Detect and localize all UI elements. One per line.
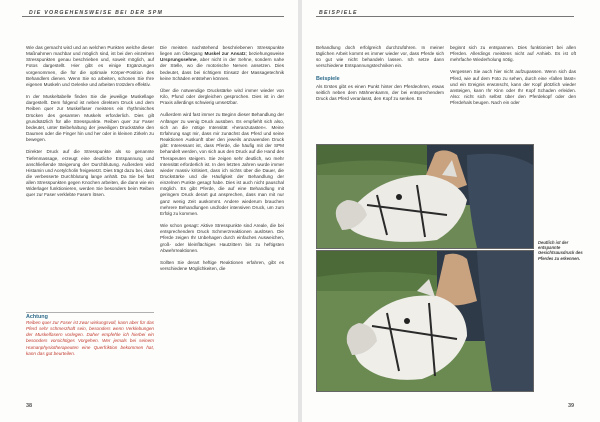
- bold-term: Ursprungssehne: [160, 57, 197, 63]
- header-rule: [316, 16, 574, 17]
- paragraph: Über die notwendige Druckstärke wird immer wieder von Kilo, Pfund oder dergleichen gesprochen. Dies ist in der Praxis allerdings schwierig umsetzbar.: [160, 87, 284, 106]
- text-run: , aber nicht in der Sehne, sondern nahe der Stelle, wo die motorische Nerven ansetzen. Dies bedeutet, dass bei richtigem Einsatz der Massagetechnik keine Schäden entstehen können.: [160, 57, 284, 81]
- paragraph: In der Muskeltabelle finden Sie die jeweilige Muskellage dargestellt. Dem folgend ist neben direktem Druck und dem Reiben quer zur Muskelfaser meistens ein rhythmisches Drücken des gesamten Muskels erforderlich. Dies gilt grundsätzlich für alle Stresspunkte. Reiben quer zur Faser bedeutet, unter Beibehaltung der jeweiligen Druckstärke den Daumen oder die Finger hin und her oder in kleinen Zirkeln zu bewegen.: [26, 94, 154, 143]
- horse-photo-bottom: [316, 250, 534, 392]
- paragraph: Wie das gemacht wird und an welchen Punkten welche dieser Maßnahmen machbar und möglich sind, ist bei den einzelnen Stresspunkten genau beschrieben und, soweit möglich, auf Fotos dargestellt. Hier gibt es einige Ergänzungen vorgenommen, die für die optimale Körper-Position des Behandlers dienen. Wenn Sie so arbeiten, schonen Sie Ihre eigenen Muskeln und Gelenke und arbeiten trotzdem effektiv.: [26, 45, 154, 87]
- horse-photo-top: [316, 144, 534, 249]
- box-top-rule: [26, 312, 154, 313]
- text-run: ; beziehungsweise: [245, 51, 284, 57]
- section-heading: Beispiele: [316, 75, 340, 82]
- paragraph: beginnt sich zu entspannen. Dies funktioniert bei allen Pferden. Allerdings meistens nicht auf Anhieb. Es ist oft mehrfache Wiederholung nötig.: [450, 45, 576, 63]
- photo-caption: Deutlich ist der entspannte Gesichtsausdruck des Pferdes zu erkennen.: [538, 240, 583, 261]
- page-number: 39: [568, 403, 575, 409]
- text-run: Die meisten nachstehend beschriebenen Stresspunkte liegen am Übergang: [160, 45, 284, 57]
- paragraph: Behandlung doch erfolgreich durchzuführen. In meiner täglichen Arbeit kommt es immer wieder vor, dass Pferde sich so gut wie nicht behandeln lassen. Ich setze dann verschiedene Entspannungstechniken ein.: [316, 45, 444, 69]
- header-rule: [22, 16, 284, 17]
- warning-text: Reiben quer zur Faser ist zwar wirkungsvoll, kann aber für das Pferd sehr schmerzhaft sein, besonders wenn Verklebungen der Muskelfasern vorlegen. Daher empfehle ich hierbei ein besonders vorsichtiges Vorgehen. Wer jemals bei seinem Humanphysiotherapeuten eine Querfriktion bekommen hat, kann das gut beurteilen.: [26, 320, 154, 356]
- paragraph: Wie schon gesagt: Aktive Stresspunkte sind Areale, die bei entsprechendem Druck Schmerzreaktionen auslösen. Die Pferde zeigen Ihr Unbehagen durch einfaches Ausweichen, groß- oder kleinflächiges Hautzittern bis zu heftigsten Abwehrreaktionen.: [160, 223, 284, 253]
- left-page: [0, 0, 298, 422]
- page-number: 38: [26, 403, 33, 409]
- paragraph: [160, 45, 284, 82]
- left-column-2: [160, 45, 284, 278]
- right-column-1: [316, 45, 444, 108]
- right-column-2: [450, 45, 576, 112]
- left-column-1: [26, 45, 154, 205]
- paragraph: Als Erstes gibt es einen Punkt hinter den Pferdeohren, etwas seitlich neben dem Mähnenkamm, der bei entsprechendem Druck das Pferd veranlasst, den Kopf zu senken. Es: [316, 83, 444, 102]
- running-head: DIE VORGEHENSWEISE BEI DER SPM: [26, 10, 166, 16]
- paragraph: Sollten Sie derart heftige Reaktionen erfahren, gibt es verschiedene Möglichkeiten, die: [160, 259, 284, 271]
- paragraph: Außerdem wird fast immer zu Beginn dieser Behandlung der Anfänger zu wenig Druck ausüben. Es empfiehlt sich also, sich an die nötige Intensität »heranzutasten«. Meine Erfahrung sagt mir, dass mir zunächst das Pferd und seine Reaktionen Auskunft über den jeweils anzuwenden Druck gibt: Interessant ist, dass Pferde, die häufig mit der SPM behandelt werden, von sich aus den Druck auf die Hand des Therapeuten steigern. Sie zeigen sehr deutlich, wo mehr Intensität erforderlich ist. In den letzten Jahren wurde immer wieder massiv kritisiert, dass ich nichts über die Dauer, die Druckstärke und die Häufigkeit der Behandlung der einzelnen Punkte gesagt habe. Dies ist auch nicht pauschal möglich. Es gibt Pferde, die auf eine Behandlung mit geringem Druck derart gut ansprechen, dass man mit nur ganz wenig Zeit auskommt. Andere wiederum brauchen mehrere Behandlungen und/oder intensiven Druck, um zum Erfolg zu kommen.: [160, 112, 284, 216]
- running-head: BEISPIELE: [316, 10, 361, 16]
- warning-title: Achtung: [26, 314, 48, 320]
- paragraph: Vergessen Sie auch hier nicht aufzupassen. Wenn sich das Pferd, wie auf dem Foto zu sehen, durch eine »fallen lässt« und ein Ereignis erwünscht, kann der Kopf plötzlich wieder ansteigen, kann Ihr Kinn oder Ihr Kopf Schaden erleiden. Also: nicht sich selbst über den Pferdekopf oder den Pferdehals beugen. Nach ein oder: [450, 69, 576, 106]
- paragraph: Direkter Druck auf die Stresspunkte als so genannte Tiefenmassage, erzeugt eine deutliche Entspannung und anschließende Steigerung der Durchblutung. Außerdem wird Histamin und Acetylcholin freigesetzt. Dies trägt dazu bei, dass die verbesserte Durchblutung lange anhält. Da Sie bei fast allen Stresspunkten gegen Knochen arbeiten, die dann wie ein Widerlager funktionieren, werden Sie besonders beim Reiben quer zur Faser verklebte Fasern lösen.: [26, 149, 154, 198]
- right-page: [302, 0, 600, 422]
- bold-term: Muskel zur Ansatz: [204, 51, 246, 57]
- warning-box: [26, 314, 154, 357]
- horse-photo-top-image: [317, 145, 533, 248]
- horse-photo-bottom-image: [317, 251, 533, 391]
